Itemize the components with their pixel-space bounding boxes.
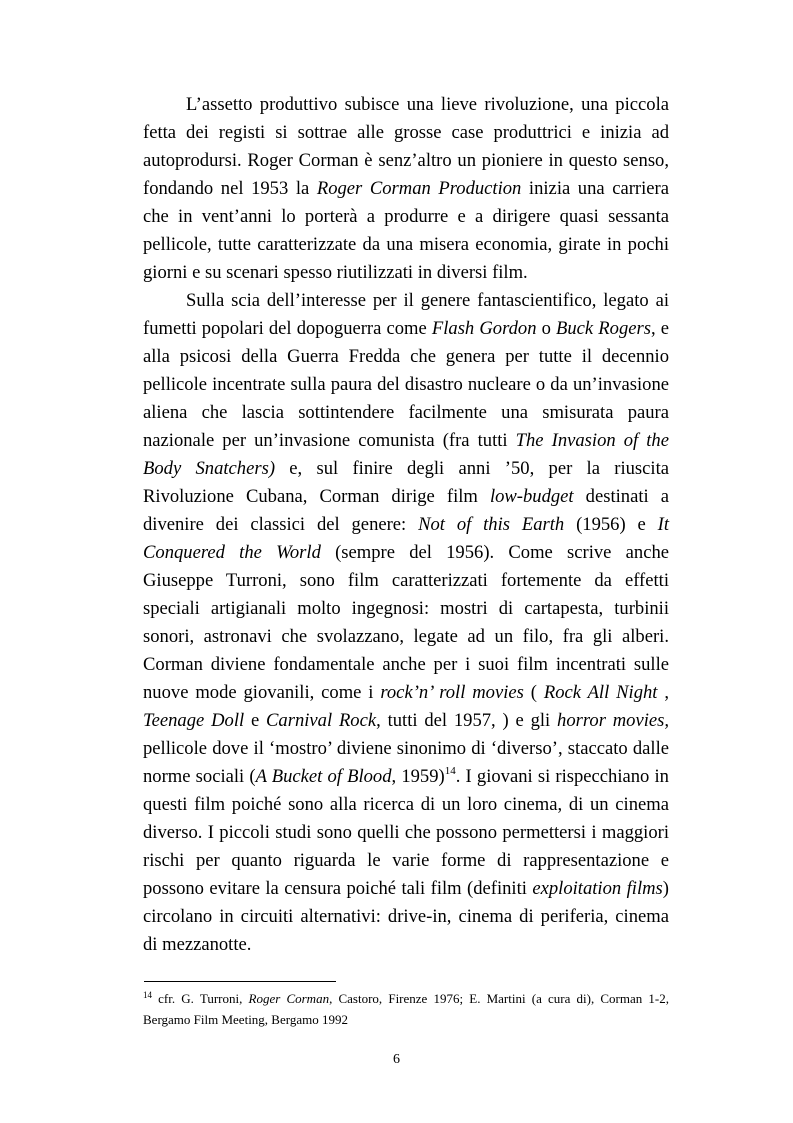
text-run: (sempre del 1956). Come scrive anche (320, 542, 669, 563)
text-run: L’assetto produttivo subisce una lieve rivoluzione, una piccola (186, 94, 669, 115)
paragraph-line (143, 175, 669, 203)
text-run: Bergamo Film Meeting, Bergamo 1992 (143, 1012, 348, 1027)
paragraph-line (143, 343, 669, 371)
text-run: , (657, 682, 669, 703)
text-run: . I giovani si rispecchiano in (455, 766, 669, 787)
paragraph-line (143, 819, 669, 847)
text-run: destinati a (573, 486, 669, 507)
text-run: Sulla scia dell’interesse per il genere fantascientifico, legato ai (186, 290, 669, 311)
paragraph-line (143, 931, 669, 959)
italic-title: rock’n’ roll movies (380, 682, 524, 703)
paragraph-line (143, 623, 669, 651)
footnote (143, 988, 669, 1030)
paragraph-line (143, 315, 669, 343)
paragraph-line (143, 231, 669, 259)
text-run: ) (662, 878, 669, 899)
paragraph-line (143, 511, 669, 539)
text-run: aliena che lascia sottintendere facilmente una smisurata paura (143, 402, 669, 423)
italic-title: Body Snatchers) (143, 458, 276, 479)
italic-title: Flash Gordon (431, 318, 537, 339)
italic-title: Conquered the World (143, 542, 321, 563)
italic-title: horror movies, (557, 710, 670, 731)
text-run: Rivoluzione Cubana, Corman dirige film (143, 486, 490, 507)
text-run: , Castoro, Firenze 1976; E. Martini (a cura di), Corman 1-2, (329, 991, 670, 1006)
text-run: di mezzanotte. (143, 934, 252, 955)
text-run: divenire dei classici del genere: (143, 514, 419, 535)
text-run: o (536, 318, 557, 339)
text-run: speciali artigianali molto ingegnosi: mostri di cartapesta, turbinii (143, 598, 669, 619)
paragraph-line (143, 903, 669, 931)
italic-title: Roger Corman (248, 991, 330, 1006)
italic-title: The Invasion of the (515, 430, 669, 451)
paragraph-line (143, 875, 669, 903)
italic-title: Roger Corman Production (316, 178, 522, 199)
paragraph-line (143, 707, 669, 735)
paragraph-line (143, 259, 669, 287)
paragraph-line (143, 483, 669, 511)
text-run: sonori, astronavi che svolazzano, legate ad un filo, fra gli alberi. (143, 626, 669, 647)
paragraph-line (143, 679, 669, 707)
text-run: fumetti popolari del dopoguerra come (143, 318, 432, 339)
text-run: circolano in circuiti alternativi: drive-in, cinema di periferia, cinema (143, 906, 669, 927)
text-run: inizia una carriera (521, 178, 669, 199)
text-run: Corman diviene fondamentale anche per i suoi film incentrati sulle (143, 654, 669, 675)
text-run: e (244, 710, 267, 731)
text-run: , 1959) (391, 766, 445, 787)
paragraph-line (143, 203, 669, 231)
italic-title: A Bucket of Blood (255, 766, 392, 787)
paragraph (143, 91, 669, 287)
italic-title: Teenage Doll (143, 710, 245, 731)
footnote-separator (144, 981, 336, 982)
paragraph-line (143, 427, 669, 455)
text-run: diverso. I piccoli studi sono quelli che possono permettersi i maggiori (143, 822, 669, 843)
text-run: ( (523, 682, 544, 703)
paragraph-line (143, 791, 669, 819)
text-run: (1956) e (564, 514, 658, 535)
text-run: nazionale per un’invasione comunista (fra tutti (143, 430, 516, 451)
text-run: rischi per quanto riguarda le varie forme di rappresentazione e (143, 850, 669, 871)
paragraph-line (143, 119, 669, 147)
paragraph-line (143, 567, 669, 595)
italic-title: It (657, 514, 669, 535)
text-run: giorni e su scenari spesso riutilizzati in diversi film. (143, 262, 528, 283)
italic-title: exploitation films (532, 878, 663, 899)
page-number: 6 (393, 1052, 400, 1067)
text-run: questi film poiché sono alla ricerca di un loro cinema, di un cinema (143, 794, 669, 815)
italic-title: low-budget (489, 486, 574, 507)
paragraph-line (143, 287, 669, 315)
paragraph (143, 287, 669, 959)
text-run: che in vent’anni lo porterà a produrre e a dirigere quasi sessanta (143, 206, 669, 227)
paragraph-line (143, 847, 669, 875)
text-run: e, sul finire degli anni ’50, per la riuscita (275, 458, 669, 479)
body-text (143, 91, 669, 959)
italic-title: Buck Rogers (556, 318, 651, 339)
text-run: , tutti del 1957, ) e gli (376, 710, 558, 731)
paragraph-line (143, 399, 669, 427)
text-run: cfr. G. Turroni, (152, 991, 249, 1006)
text-run: autoprodursi. Roger Corman è senz’altro un pioniere in questo senso, (143, 150, 669, 171)
text-run: pellicole, tutte caratterizzate da una misera economia, girate in pochi (143, 234, 669, 255)
text-run: norme sociali ( (143, 766, 256, 787)
text-run: pellicole incentrate sulla paura del disastro nucleare o da un’invasione (143, 374, 669, 395)
paragraph-line (143, 91, 669, 119)
text-run: alla psicosi della Guerra Fredda che genera per tutte il decennio (143, 346, 669, 367)
paragraph-line (143, 763, 669, 791)
text-run: pellicole dove il ‘mostro’ diviene sinonimo di ‘diverso’, staccato dalle (143, 738, 669, 759)
paragraph-line (143, 595, 669, 623)
text-run: fondando nel 1953 la (143, 178, 317, 199)
footnote-number: 14 (143, 990, 152, 1000)
paragraph-line (143, 371, 669, 399)
text-run: Giuseppe Turroni, sono film caratterizzati fortemente da effetti (143, 570, 669, 591)
paragraph-line (143, 539, 669, 567)
footnote-line (143, 1009, 669, 1030)
paragraph-line (143, 651, 669, 679)
text-run: fetta dei registi si sottrae alle grosse case produttrici e inizia ad (143, 122, 669, 143)
paragraph-line (143, 735, 669, 763)
text-run: , e (650, 318, 669, 339)
footnote-reference[interactable]: 14 (444, 765, 456, 777)
italic-title: Carnival Rock (266, 710, 377, 731)
paragraph-line (143, 147, 669, 175)
paragraph-line (143, 455, 669, 483)
footnote-line (143, 988, 669, 1009)
text-run: possono evitare la censura poiché tali film (definiti (143, 878, 533, 899)
italic-title: Not of this Earth (418, 514, 565, 535)
italic-title: Rock All Night (543, 682, 658, 703)
text-run: nuove mode giovanili, come i (143, 682, 381, 703)
